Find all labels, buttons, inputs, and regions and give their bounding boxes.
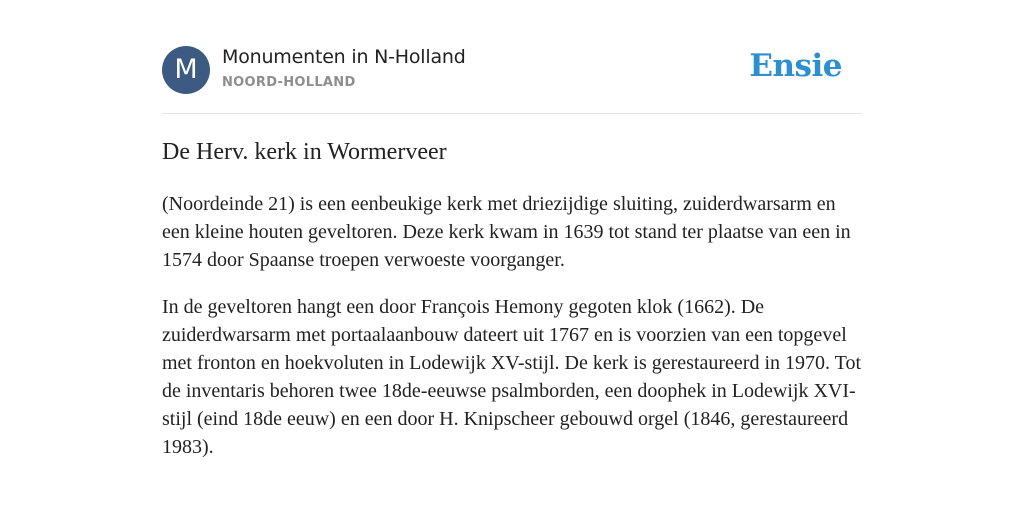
- source-title-link[interactable]: Monumenten in N-Holland: [222, 46, 466, 68]
- avatar[interactable]: M: [162, 46, 210, 94]
- header-divider: [162, 113, 862, 114]
- article-body: [162, 190, 862, 480]
- paragraph: In de geveltoren hangt een door François Hemony gegoten klok (1662). De zuiderdwarsarm met portaalaanbouw dateert uit 1767 en is voorzien van een topgevel met fronton en hoekvoluten in Lodewijk XV-stijl. De kerk is gerestaureerd in 1970. Tot de inventaris behoren twee 18de-eeuwse psalmborden, een doophek in Lodewijk XVI-stijl (eind 18de eeuw) en een door H. Knipscheer gebouwd orgel (1846, gerestaureerd 1983).: [162, 296, 862, 458]
- header: [162, 46, 862, 96]
- brand-logo-link[interactable]: Ensie: [749, 48, 842, 84]
- article-title: De Herv. kerk in Wormerveer: [162, 139, 447, 165]
- source-subtitle: NOORD-HOLLAND: [222, 75, 356, 90]
- paragraph: (Noordeinde 21) is een eenbeukige kerk met driezijdige sluiting, zuiderdwarsarm en een kleine houten geveltoren. Deze kerk kwam in 1639 tot stand ter plaatse van een in 1574 door Spaanse troepen verwoeste voorganger.: [162, 193, 851, 271]
